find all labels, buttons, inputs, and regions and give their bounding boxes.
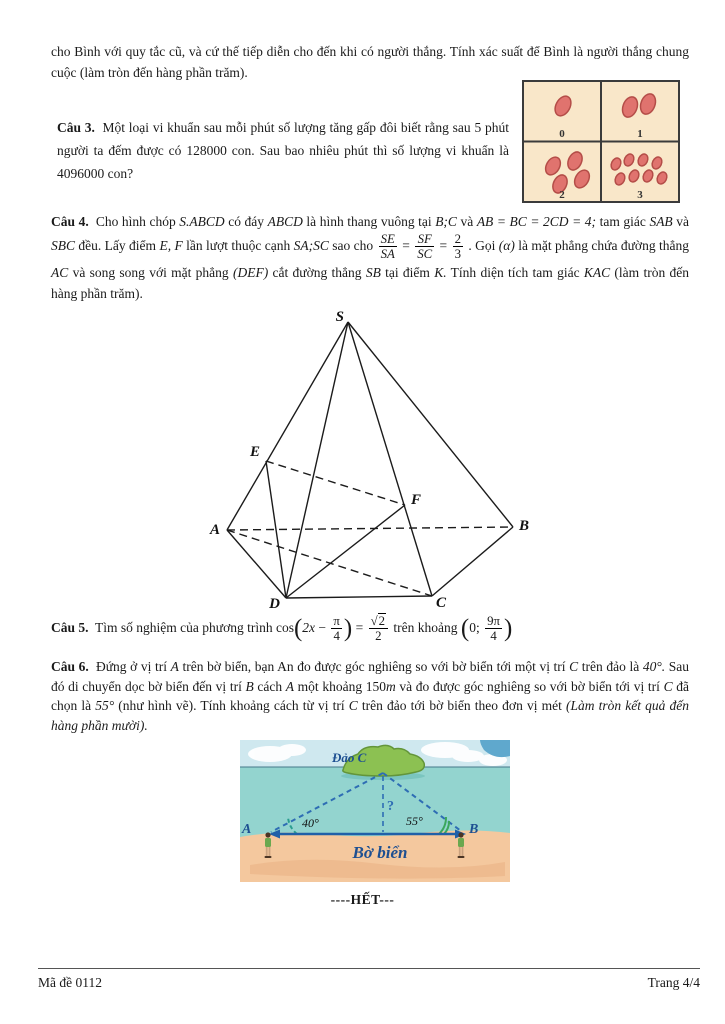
- angle-b-label: 55°: [406, 814, 423, 828]
- quadrant-label-0: 0: [559, 128, 565, 140]
- bacteria-figure: [522, 80, 681, 210]
- question-5: Câu 5. Tìm số nghiệm của phương trình cos(2x − $\frac{\pi}{4}$ ) = $\frac{√2}{2}$ trên khoảng (0; $\frac{9\pi}{4}$ ): [51, 614, 513, 644]
- vertex-label-f: F: [411, 492, 422, 508]
- point-b-label: B: [469, 822, 479, 837]
- quadrant-label-2: 2: [559, 189, 565, 201]
- vertex-label-b: B: [519, 518, 530, 534]
- angle-a-label: 40°: [302, 816, 319, 830]
- question-6: Câu 6. Đứng ở vị trí A trên bờ biển, bạn An đo được góc nghiêng so với bờ biển tới một vị trí C trên đảo là 40°. Sau đó di chuyển dọc bờ biển đến vị trí B cách A một khoảng 150m và đo được góc nghiêng so với bờ biển tới vị trí C đã chọn là 55° (như hình vẽ). Tính khoảng cách từ vị trí C trên đảo tới bờ biển theo đơn vị mét (Làm tròn kết quả đến hàng phần mười).: [51, 659, 690, 733]
- shore-label: Bờ biển: [352, 843, 408, 862]
- footer-divider: [38, 968, 700, 969]
- vertex-label-e: E: [249, 444, 260, 460]
- bacteria-grid: [522, 80, 681, 204]
- point-a-label: A: [242, 822, 252, 837]
- question-mark-label: ?: [387, 799, 394, 814]
- vertex-label-c: C: [436, 595, 447, 611]
- question-4: Câu 4. Cho hình chóp S.ABCD có đáy ABCD là hình thang vuông tại B;C và AB = BC = 2CD = 4; tam giác SAB và SBC đều. Lấy điểm E, F lần lượt thuộc cạnh SA;SC sao cho $\frac{SE}{SA}$ = $\frac{SF}{SC}$ = $\frac{2}{3}$ . Gọi (α) là mặt phẳng chứa đường thẳng AC và song song với mặt phẳng (DEF) cắt đường thẳng SB tại điểm K. Tính diện tích tam giác KAC (làm tròn đến hàng phần trăm).: [51, 214, 689, 301]
- intro-paragraph: cho Bình với quy tắc cũ, và cứ thế tiếp diễn cho đến khi có người thắng. Tính xác suất để Bình là người thắng chung cuộc (làm tròn đến hàng phần trăm).: [51, 44, 689, 80]
- quadrant-label-3: 3: [637, 189, 643, 201]
- quadrant-label-1: 1: [637, 128, 643, 140]
- exam-code: Mã đề 0112: [38, 975, 102, 990]
- end-marker: ----HẾT---: [330, 892, 395, 907]
- vertex-label-a: A: [209, 522, 220, 538]
- vertex-label-s: S: [335, 309, 344, 325]
- beach-figure: [240, 740, 510, 888]
- vertex-label-d: D: [269, 596, 280, 612]
- question-3: Câu 3. Một loại vi khuẩn sau mỗi phút số lượng tăng gấp đôi biết rằng sau 5 phút người ta đếm được có 128000 con. Sau bao nhiêu phút thì số lượng vi khuẩn là 4096000 con?: [57, 120, 509, 181]
- page-number: Trang 4/4: [647, 975, 700, 990]
- pyramid-figure: [170, 308, 562, 620]
- island-label: Đảo C: [332, 750, 367, 765]
